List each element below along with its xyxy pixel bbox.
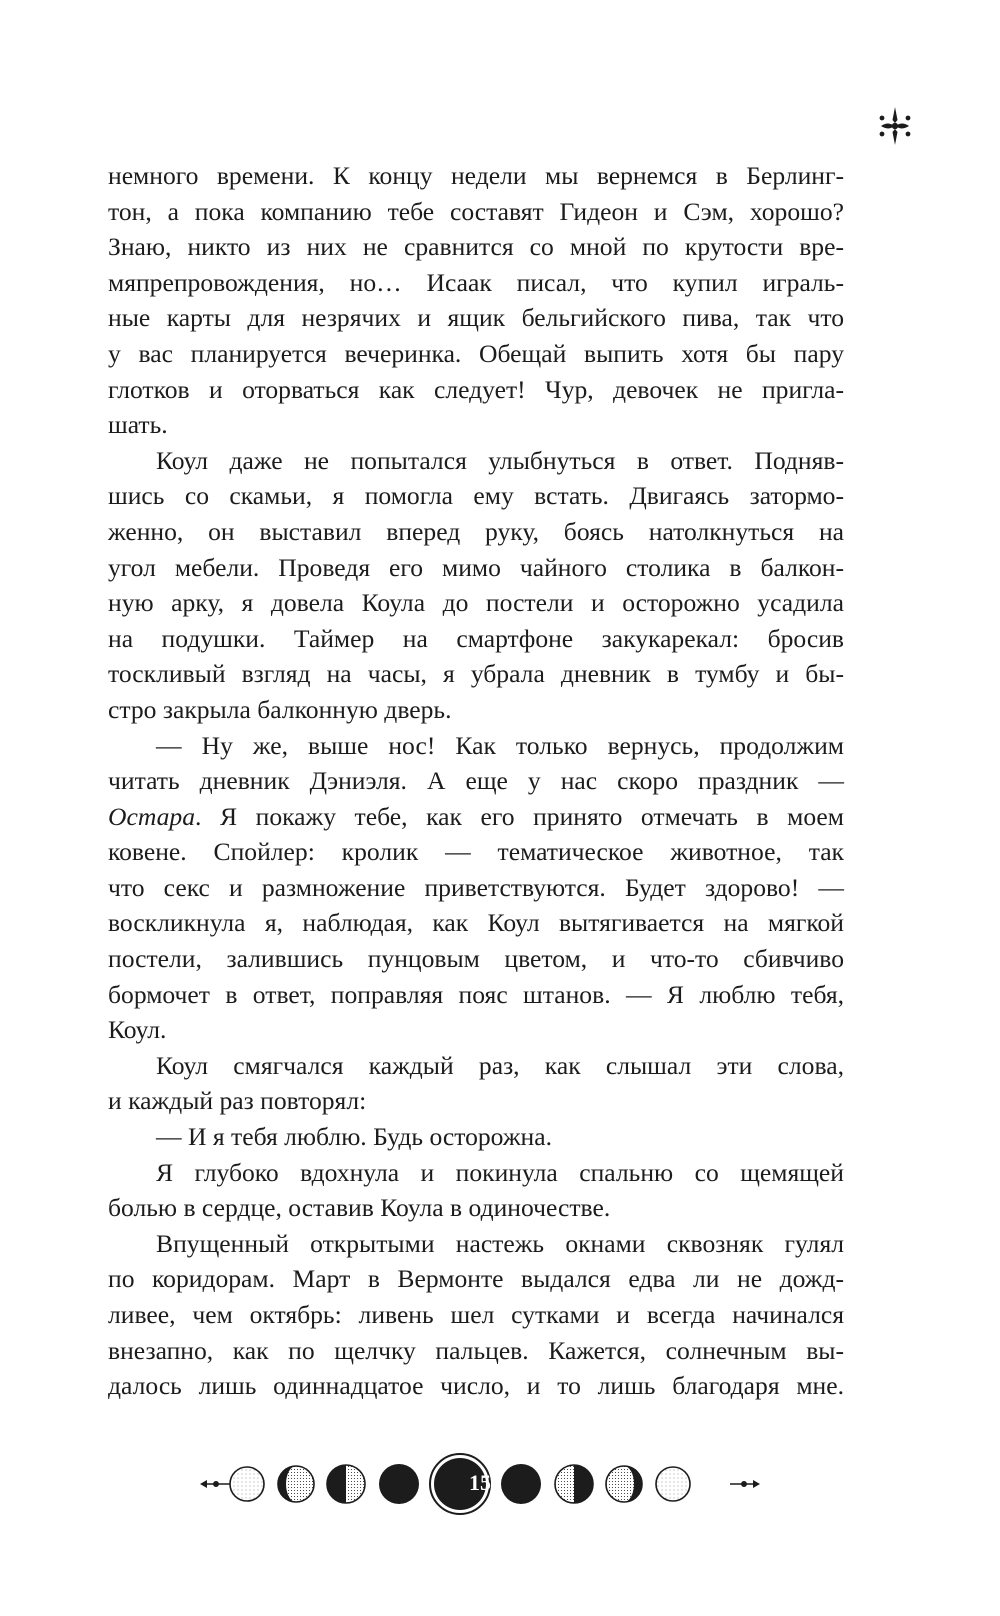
italic-holiday-name: Остара [108,801,196,831]
text-line: — И я тебя люблю. Будь осторожна. [156,1122,552,1152]
text-line: тон, а пока компанию тебе составят Гидеон и Сэм, хорошо? [108,196,844,226]
text-line: постели, залившись пунцовым цветом, и что-то сбивчиво [108,944,844,974]
text-line: шать. [108,410,168,440]
text-line: ную арку, я довела Коула до постели и осторожно усадила [108,588,844,618]
text-line: бормочет в ответ, поправляя пояс штанов. — Я люблю тебя, [108,979,844,1009]
page-number: 15 [469,1470,491,1495]
text-line: внезапно, как по щелчку пальцев. Кажется, солнечным вы- [108,1335,844,1365]
text-line: Знаю, никто из них не сравнится со мной по крутости вре- [108,232,844,262]
text-line: болью в сердце, оставив Коула в одиночестве. [108,1193,611,1223]
text-line: глотков и оторваться как следует! Чур, девочек не пригла- [108,374,844,404]
cross-ornament-icon [879,107,911,145]
text-line: Коул даже не попытался улыбнуться в ответ. Подняв- [156,445,844,475]
text-line: что секс и размножение приветствуются. Будет здорово! — [108,872,844,902]
text-line: Я глубоко вдохнула и покинула спальню со щемящей [156,1157,844,1187]
text-line: по коридорам. Март в Вермонте выдался едва ли не дожд- [108,1264,844,1294]
text-line: читать дневник Дэниэля. А еще у нас скоро праздник — [108,766,844,796]
text-line: стро закрыла балконную дверь. [108,694,452,724]
text-line: Впущенный открытыми настежь окнами сквозняк гулял [156,1228,844,1258]
text-line: мяпрепровождения, но… Исаак писал, что купил играль- [108,267,844,297]
text-line-with-italic [108,799,844,835]
text-line: и каждый раз повторял: [108,1086,367,1116]
text-line: — Ну же, выше нос! Как только вернусь, продолжим [156,730,844,760]
text-line: ковене. Спойлер: кролик — тематическое животное, так [108,837,844,867]
text-line: ливее, чем октябрь: ливень шел сутками и всегда начинался [108,1300,844,1329]
text-line: далось лишь одиннадцатое число, и то лишь благодаря мне. [108,1371,844,1401]
text-line: воскликнула я, наблюдая, как Коул вытягивается на мягкой [108,908,844,938]
text-line: у вас планируется вечеринка. Обещай выпить хотя бы пару [108,338,844,368]
text-line: ные карты для незрячих и ящик бельгийского пива, так что [108,303,844,333]
text-line: Коул смягчался каждый раз, как слышал эти слова, [156,1050,844,1080]
text-line: шись со скамьи, я помогла ему встать. Двигаясь затормо- [108,481,844,511]
text-line: на подушки. Таймер на смартфоне закукарекал: бросив [108,623,844,653]
page-text [108,158,844,1404]
text-line: Коул. [108,1015,167,1045]
text-line: тоскливый взгляд на часы, я убрала дневник в тумбу и бы- [108,659,844,689]
text-line: угол мебели. Проведя его мимо чайного столика в балкон- [108,552,844,582]
text-line: немного времени. К концу недели мы вернемся в Берлинг- [108,161,844,190]
text-line: женно, он выставил вперед руку, боясь натолкнуться на [108,516,844,546]
text-line-rest: . Я покажу тебе, как его принято отмечать в моем [195,801,844,831]
